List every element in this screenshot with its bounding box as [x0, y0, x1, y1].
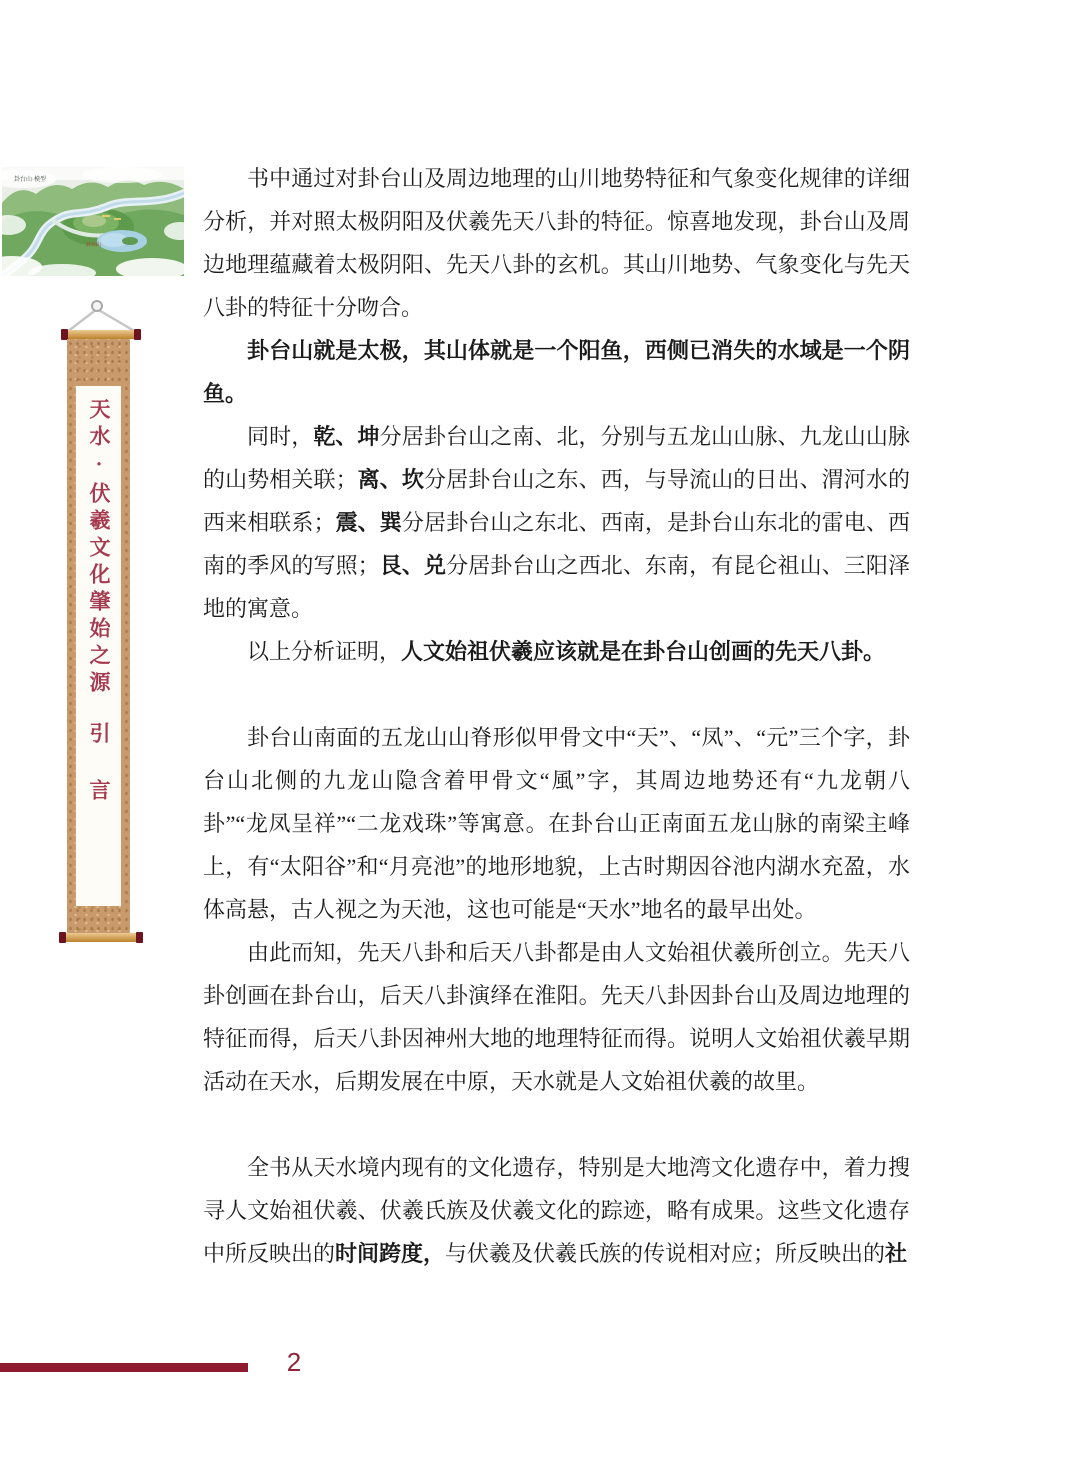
trigram-zhen-xun: 震、巽	[335, 510, 402, 535]
thumbnail-map-label: 卦台山	[86, 243, 102, 248]
paragraph-7	[203, 1146, 910, 1275]
footer-accent-bar	[0, 1363, 248, 1372]
scroll-panel	[76, 386, 121, 906]
hanger-string	[67, 309, 136, 332]
paragraph-7-text: 与伏羲及伏羲氏族的传说相对应；所反映出的	[445, 1241, 886, 1266]
thumbnail-caption: 卦台山·模型	[14, 177, 46, 183]
paragraph-4-text: 以上分析证明，	[247, 639, 402, 664]
scroll-title	[76, 386, 121, 906]
paragraph-3-text: 分居卦台山之西北、东南，有昆仑祖山、三阳泽地的寓意。	[203, 553, 910, 621]
hanging-scroll	[55, 296, 147, 946]
paragraph-3-text: 分居卦台山之南、北，分别与五龙山山脉、九龙山山脉的山势相关联；	[203, 424, 910, 492]
scroll-subtitle-char-2: 言	[87, 779, 111, 806]
paragraph-4-bold-text: 人文始祖伏羲应该就是在卦台山创画的先天八卦。	[401, 639, 886, 664]
paragraph-1	[203, 157, 910, 329]
paragraph-3	[203, 415, 910, 630]
scroll-title-text: 天水·伏羲文化肇始之源	[87, 398, 111, 698]
paragraph-1-text: 书中通过对卦台山及周边地理的山川地势特征和气象变化规律的详细分析，并对照太极阴阳及伏羲先天八卦的特征。惊喜地发现，卦台山及周边地理蕴藏着太极阴阳、先天八卦的玄机。其山川地势、气象变化与先天八卦的特征十分吻合。	[203, 166, 910, 320]
pond	[97, 230, 147, 252]
trigram-li-kan: 离、坎	[357, 467, 424, 492]
page-number: 2	[286, 1347, 302, 1377]
paragraph-3-text: 分居卦台山之东北、西南，是卦台山东北的雷电、西南的季风的写照；	[203, 510, 910, 578]
paragraph-3-text: 分居卦台山之东、西，与导流山的日出、渭河水的西来相联系；	[203, 467, 910, 535]
paragraph-2-bold-text: 卦台山就是太极，其山体就是一个阳鱼，西侧已消失的水域是一个阴鱼。	[203, 338, 910, 406]
paragraph-6	[203, 931, 910, 1103]
trigram-gen-dui: 艮、兑	[379, 553, 447, 578]
scroll-bottom-roller	[60, 933, 142, 942]
scroll-subtitle-char-1: 引	[87, 722, 111, 749]
paragraph-5	[203, 716, 910, 931]
paragraph-7-text: 全书从天水境内现有的文化遗存，特别是大地湾文化遗存中，着力搜寻人文始祖伏羲、伏羲氏族及伏羲文化的踪迹，略有成果。这些文化遗存中所反映出的	[203, 1155, 910, 1266]
paragraph-2	[203, 329, 910, 415]
paragraph-4	[203, 630, 910, 673]
trigram-qian-kun: 乾、坤	[313, 424, 380, 449]
paragraph-7-bold-text: 时间跨度，	[335, 1241, 446, 1266]
landscape-thumbnail	[2, 167, 184, 276]
paragraph-3-text: 同时，	[247, 424, 314, 449]
scroll-body	[67, 339, 130, 934]
paragraph-5-text: 卦台山南面的五龙山山脊形似甲骨文中“天”、“凤”、“元”三个字，卦台山北侧的九龙山隐含着甲骨文“風”字，其周边地势还有“九龙朝八卦”“龙凤呈祥”“二龙戏珠”等寓意。在卦台山正南面五龙山脉的南梁主峰上，有“太阳谷”和“月亮池”的地形地貌，上古时期因谷池内湖水充盈，水体高悬，古人视之为天池，这也可能是“天水”地名的最早出处。	[203, 725, 910, 922]
paragraph-6-text: 由此而知，先天八卦和后天八卦都是由人文始祖伏羲所创立。先天八卦创画在卦台山，后天八卦演绎在淮阳。先天八卦因卦台山及周边地理的特征而得，后天八卦因神州大地的地理特征而得。说明人文始祖伏羲早期活动在天水，后期发展在中原，天水就是人文始祖伏羲的故里。	[203, 940, 910, 1094]
body-text	[203, 157, 910, 1275]
paragraph-7-bold-text: 社	[885, 1241, 908, 1266]
hanger-ring-icon	[92, 301, 102, 311]
scroll-top-roller	[62, 330, 140, 339]
